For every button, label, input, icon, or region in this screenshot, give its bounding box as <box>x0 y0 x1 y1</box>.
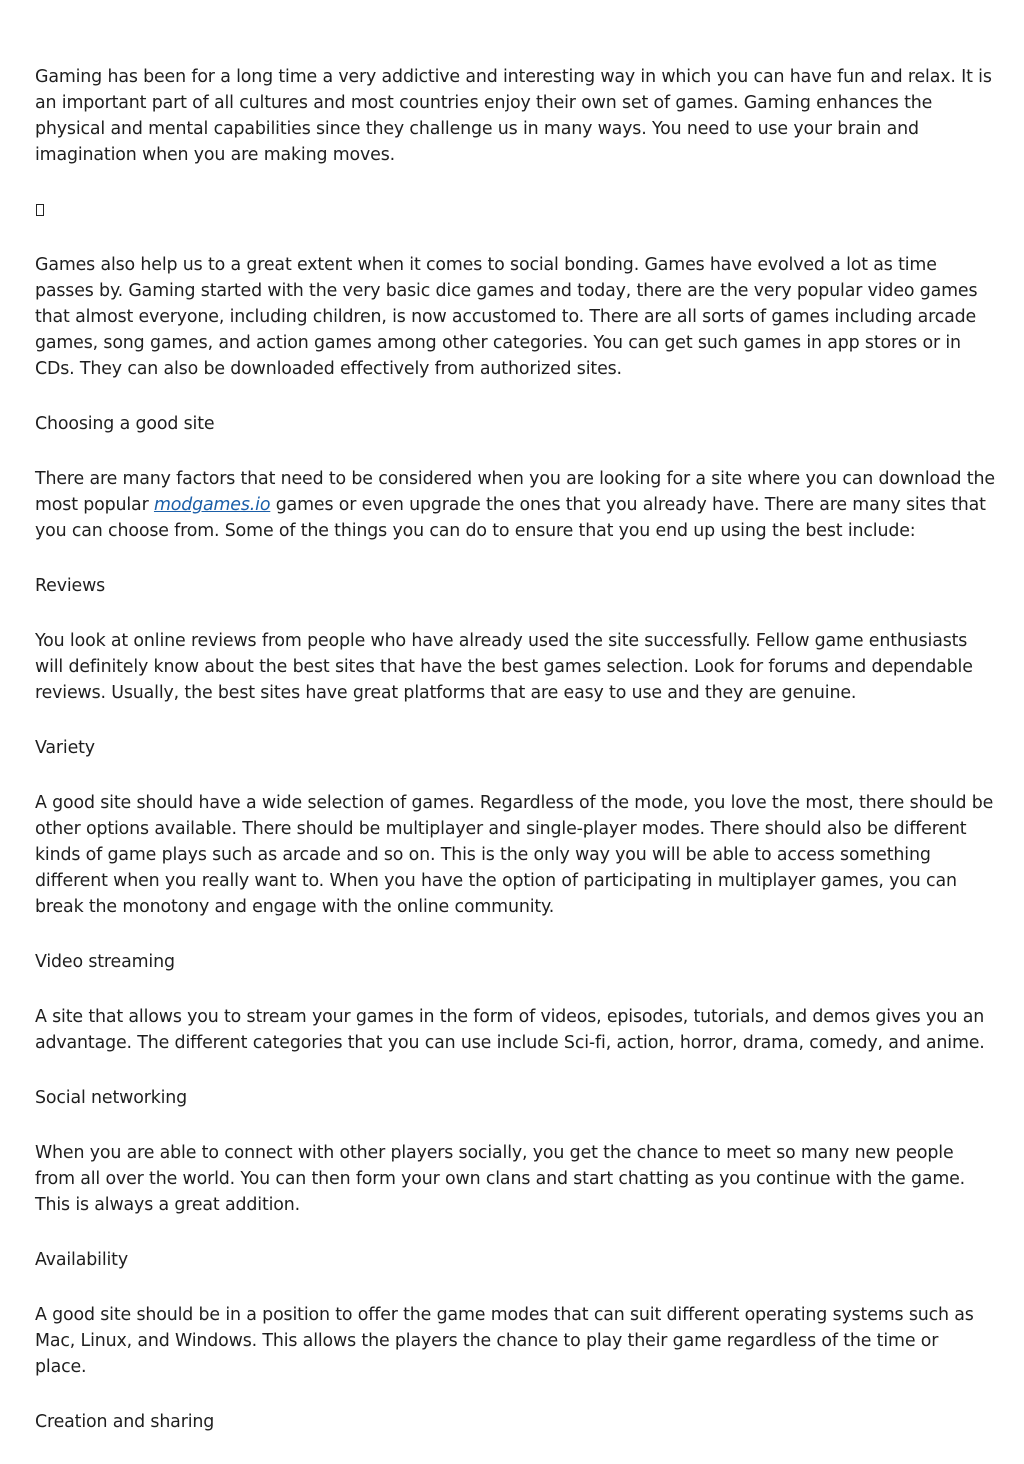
video-streaming-paragraph: A site that allows you to stream your games in the form of videos, episodes, tutorials, and demos gives you an advantage. The different categories that you can use include Sci-fi, action, horror, drama, comedy, and anime. <box>35 1007 985 1053</box>
heading-choosing-good-site: Choosing a good site <box>35 414 215 434</box>
heading-variety: Variety <box>35 738 95 758</box>
image-placeholder <box>35 197 995 223</box>
heading-availability: Availability <box>35 1250 128 1270</box>
variety-paragraph: A good site should have a wide selection of games. Regardless of the mode, you love the most, there should be other options available. There should be multiplayer and single-player modes. There should also be different kinds of game plays such as arcade and so on. This is the only way you will be able to access something different when you really want to. When you have the option of participating in multiplayer games, you can break the monotony and engage with the online community. <box>35 793 994 917</box>
heading-social-networking: Social networking <box>35 1088 188 1108</box>
factors-text-before: There are many factors that need to be considered when you are looking for a site where you can download the most popular <box>35 469 995 515</box>
reviews-paragraph: You look at online reviews from people who have already used the site successfully. Fellow game enthusiasts will definitely know about the best sites that have the best games selection. Look for forums and dependable reviews. Usually, the best sites have great platforms that are easy to use and they are genuine. <box>35 631 973 703</box>
availability-paragraph: A good site should be in a position to offer the game modes that can suit different operating systems such as Mac, Linux, and Windows. This allows the players the chance to play their game regardless of the time or place. <box>35 1305 974 1377</box>
modgames-link[interactable]: modgames.io <box>153 495 271 515</box>
missing-glyph-icon <box>36 204 44 216</box>
factors-paragraph <box>35 466 995 544</box>
social-networking-paragraph: When you are able to connect with other players socially, you get the chance to meet so many new people from all over the world. You can then form your own clans and start chatting as you continue with the game. This is always a great addition. <box>35 1143 966 1215</box>
heading-creation-and-sharing: Creation and sharing <box>35 1412 215 1432</box>
factors-text-after: games or even upgrade the ones that you already have. There are many sites that you can choose from. Some of the things you can do to ensure that you end up using the best include: <box>35 495 986 541</box>
intro-paragraph: Gaming has been for a long time a very addictive and interesting way in which you can have fun and relax. It is an important part of all cultures and most countries enjoy their own set of games. Gaming enhances the physical and mental capabilities since they challenge us in many ways. You need to use your brain and imagination when you are making moves. <box>35 67 992 165</box>
social-bonding-paragraph: Games also help us to a great extent when it comes to social bonding. Games have evolved a lot as time passes by. Gaming started with the very basic dice games and today, there are the very popular video games that almost everyone, including children, is now accustomed to. There are all sorts of games including arcade games, song games, and action games among other categories. You can get such games in app stores or in CDs. They can also be downloaded effectively from authorized sites. <box>35 255 978 379</box>
document-page <box>35 64 995 1464</box>
heading-reviews: Reviews <box>35 576 106 596</box>
heading-video-streaming: Video streaming <box>35 952 175 972</box>
